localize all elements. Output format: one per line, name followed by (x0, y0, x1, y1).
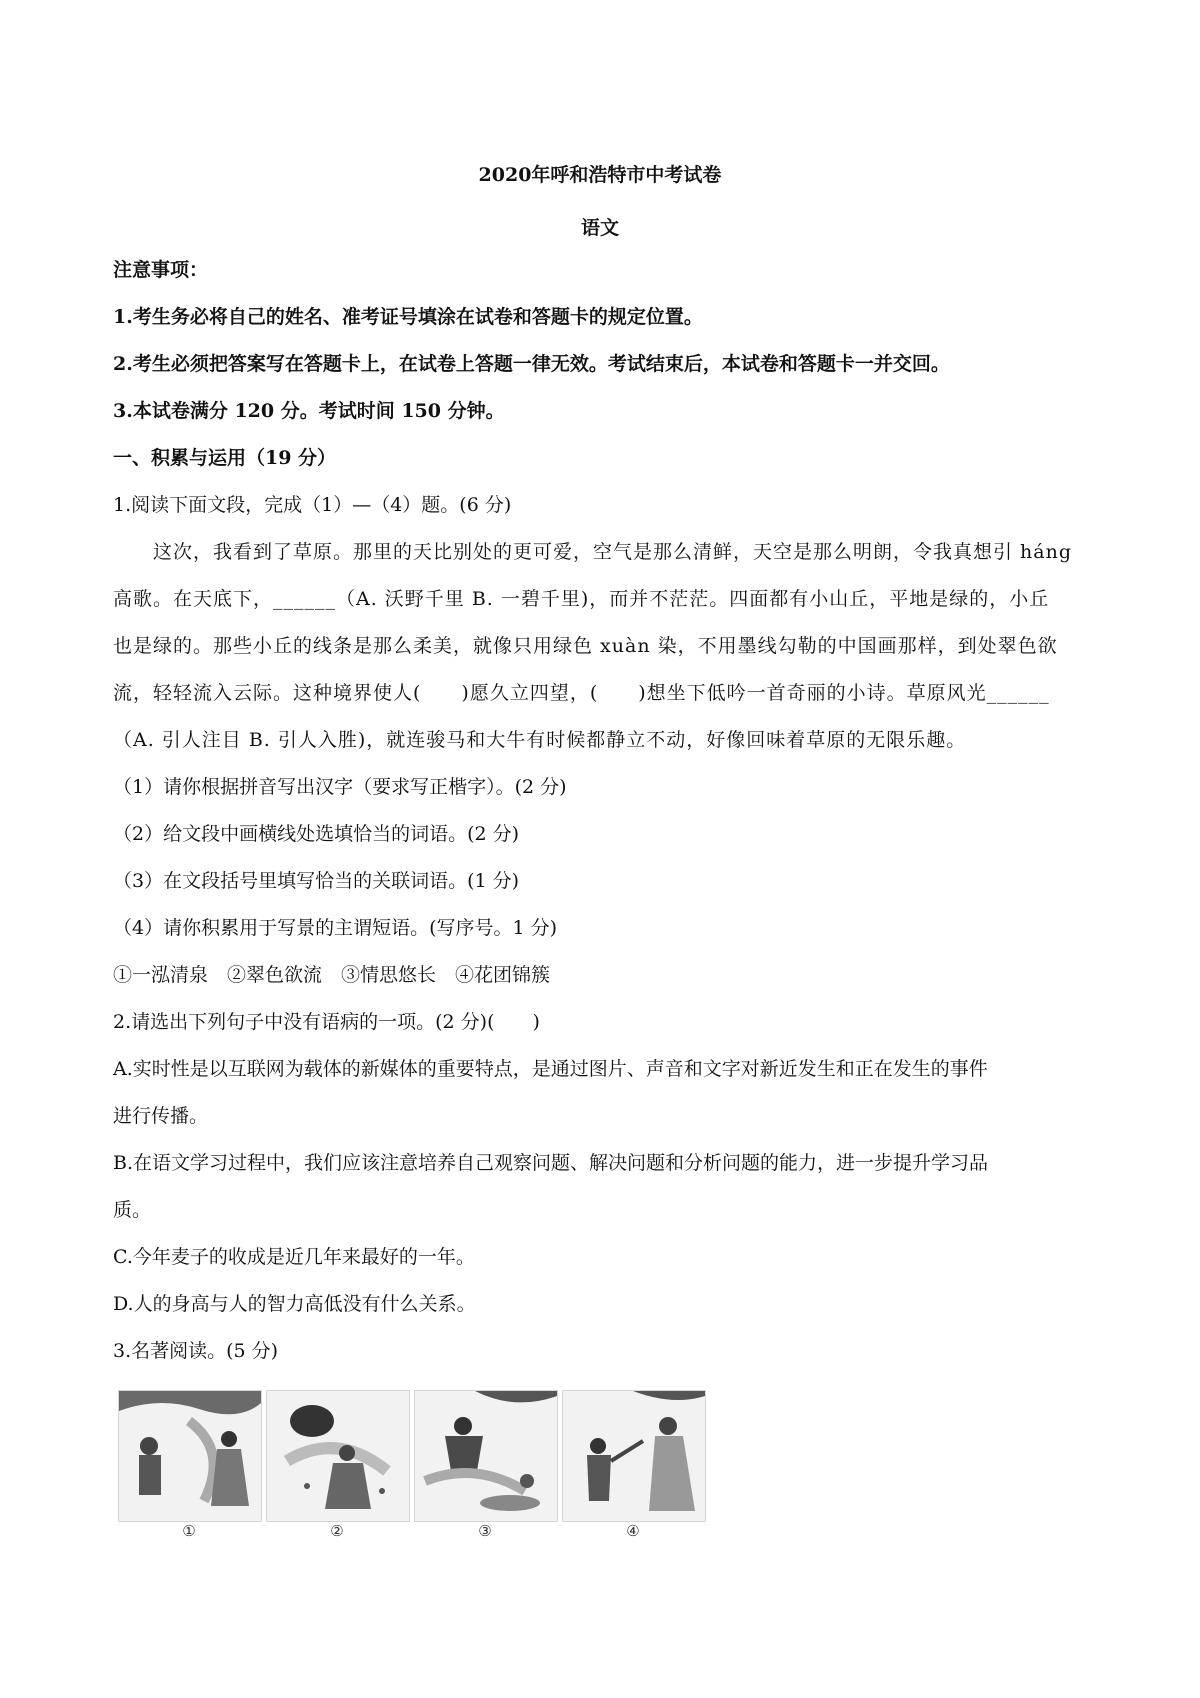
option-d-line: D.人的身高与人的智力高低没有什么关系。 (113, 1293, 476, 1315)
option-b-line: 质。 (113, 1199, 152, 1221)
section-heading: 一、积累与运用（19 分） (113, 447, 337, 469)
illustration-strip (118, 1390, 708, 1540)
passage-line: （A. 引人注目 B. 引人入胜)，就连骏马和大牛有时候都静立不动，好像回味着草原的无限乐趣。 (113, 729, 967, 751)
option-b-line: B.在语文学习过程中，我们应该注意培养自己观察问题、解决问题和分析问题的能力，进一步提升学习品 (113, 1152, 989, 1174)
question-2-stem: 2.请选出下列句子中没有语病的一项。(2 分)( ) (113, 1011, 540, 1033)
option-a-line: 进行传播。 (113, 1105, 209, 1127)
passage-line: 也是绿的。那些小丘的线条是那么柔美，就像只用绿色 xuàn 染，不用墨线勾勒的中国画那样，到处翠色欲 (113, 635, 1058, 657)
passage-line: 流，轻轻流入云际。这种境界使人( )愿久立四望，( )想坐下低吟一首奇丽的小诗。草原风光______ (113, 682, 1050, 704)
subquestion: （4）请你积累用于写景的主谓短语。(写序号。1 分) (113, 917, 558, 939)
notice-item: 1.考生务必将自己的姓名、准考证号填涂在试卷和答题卡的规定位置。 (113, 306, 703, 328)
exam-title: 2020年呼和浩特市中考试卷 (478, 164, 722, 186)
illustration-label: ① (182, 1522, 196, 1540)
subquestion: （3）在文段括号里填写恰当的关联词语。(1 分) (113, 870, 520, 892)
subquestion: （2）给文段中画横线处选填恰当的词语。(2 分) (113, 823, 520, 845)
question-3-stem: 3.名著阅读。(5 分) (113, 1340, 279, 1362)
illustration-3 (414, 1390, 558, 1522)
illustration-2 (266, 1390, 410, 1522)
illustration-4 (562, 1390, 706, 1522)
illustration-label: ② (330, 1522, 344, 1540)
question-1-stem: 1.阅读下面文段，完成（1）—（4）题。(6 分) (113, 494, 512, 516)
passage-line: 这次，我看到了草原。那里的天比别处的更可爱，空气是那么清鲜，天空是那么明朗，令我真想引 háng (153, 541, 1073, 563)
notice-item: 2.考生必须把答案写在答题卡上，在试卷上答题一律无效。考试结束后，本试卷和答题卡一并交回。 (113, 353, 950, 375)
phrase-options: ①一泓清泉 ②翠色欲流 ③情思悠长 ④花团锦簇 (113, 964, 551, 986)
illustration-label: ④ (626, 1522, 640, 1540)
notice-item: 3.本试卷满分 120 分。考试时间 150 分钟。 (113, 400, 505, 422)
illustration-label: ③ (478, 1522, 492, 1540)
subject-title: 语文 (580, 217, 619, 239)
option-c-line: C.今年麦子的收成是近几年来最好的一年。 (113, 1246, 475, 1268)
illustration-1 (118, 1390, 262, 1522)
option-a-line: A.实时性是以互联网为载体的新媒体的重要特点，是通过图片、声音和文字对新近发生和正在发生的事件 (113, 1058, 988, 1080)
subquestion: （1）请你根据拼音写出汉字（要求写正楷字）。(2 分) (113, 776, 567, 798)
passage-line: 高歌。在天底下，______（A. 沃野千里 B. 一碧千里)，而并不茫茫。四面都有小山丘，平地是绿的，小丘 (113, 588, 1050, 610)
notice-heading: 注意事项： (113, 259, 209, 281)
